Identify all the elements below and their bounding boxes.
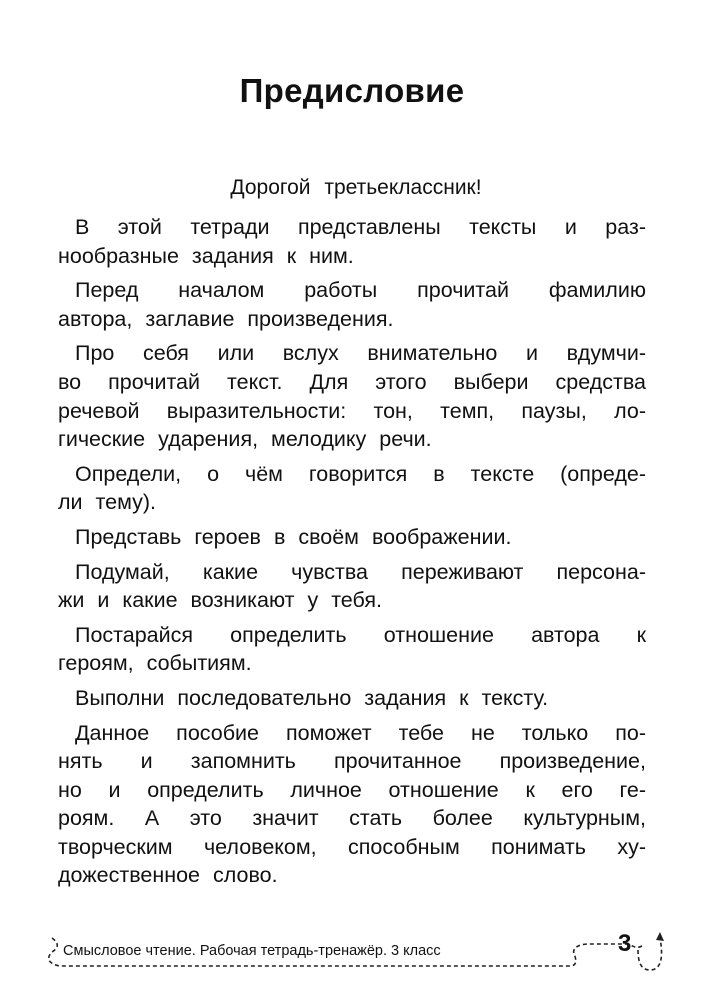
text-line: Данное пособие поможет тебе не только по- xyxy=(75,720,646,745)
text-line: нять и запомнить прочитанное произведение, xyxy=(58,749,646,774)
page-number: 3 xyxy=(618,930,632,957)
paragraph xyxy=(58,684,646,713)
paragraph xyxy=(58,460,646,517)
text-line: Представь героев в своём воображении. xyxy=(75,524,512,549)
page-title: Предисловие xyxy=(239,72,465,109)
text-line: роям. А это значит стать более культурным, xyxy=(58,806,646,831)
text-line: нообразные задания к ним. xyxy=(58,243,354,268)
text-line: но и определить личное отношение к его ге- xyxy=(58,777,646,802)
text-line: Определи, о чём говорится в тексте (опреде- xyxy=(75,461,646,486)
greeting: Дорогой третьеклассник! xyxy=(230,176,482,199)
text-line: ли тему). xyxy=(58,490,156,515)
text-line: речевой выразительности: тон, темп, паузы, ло- xyxy=(58,398,646,423)
paragraph xyxy=(58,523,646,552)
text-line: героям, событиям. xyxy=(58,651,252,676)
text-line: Про себя или вслух внимательно и вдумчи- xyxy=(75,341,646,366)
paragraph xyxy=(58,276,646,333)
text-line: автора, заглавие произведения. xyxy=(58,306,394,331)
text-line: жи и какие возникают у тебя. xyxy=(58,588,382,613)
text-line: Выполни последовательно задания к тексту. xyxy=(75,685,549,710)
text-line: творческим человеком, способным понимать ху- xyxy=(58,834,646,859)
text-line: гические ударения, мелодику речи. xyxy=(58,427,432,452)
paragraph xyxy=(58,621,646,678)
text-line: дожественное слово. xyxy=(58,863,278,888)
page-footer xyxy=(30,930,670,980)
text-line: Перед началом работы прочитай фамилию xyxy=(75,278,646,303)
paragraph xyxy=(58,558,646,615)
text-line: Подумай, какие чувства переживают персона- xyxy=(75,559,646,584)
preface-body xyxy=(58,213,646,896)
paragraph xyxy=(58,339,646,453)
text-line: В этой тетради представлены тексты и раз- xyxy=(75,215,646,239)
paragraph xyxy=(58,213,646,270)
book-title: Смысловое чтение. Рабочая тетрадь-тренажёр. 3 класс xyxy=(63,943,441,959)
paragraph xyxy=(58,719,646,891)
text-line: Постарайся определить отношение автора к xyxy=(75,622,646,647)
arrow-icon xyxy=(656,932,664,941)
text-line: во прочитай текст. Для этого выбери средства xyxy=(58,369,646,394)
